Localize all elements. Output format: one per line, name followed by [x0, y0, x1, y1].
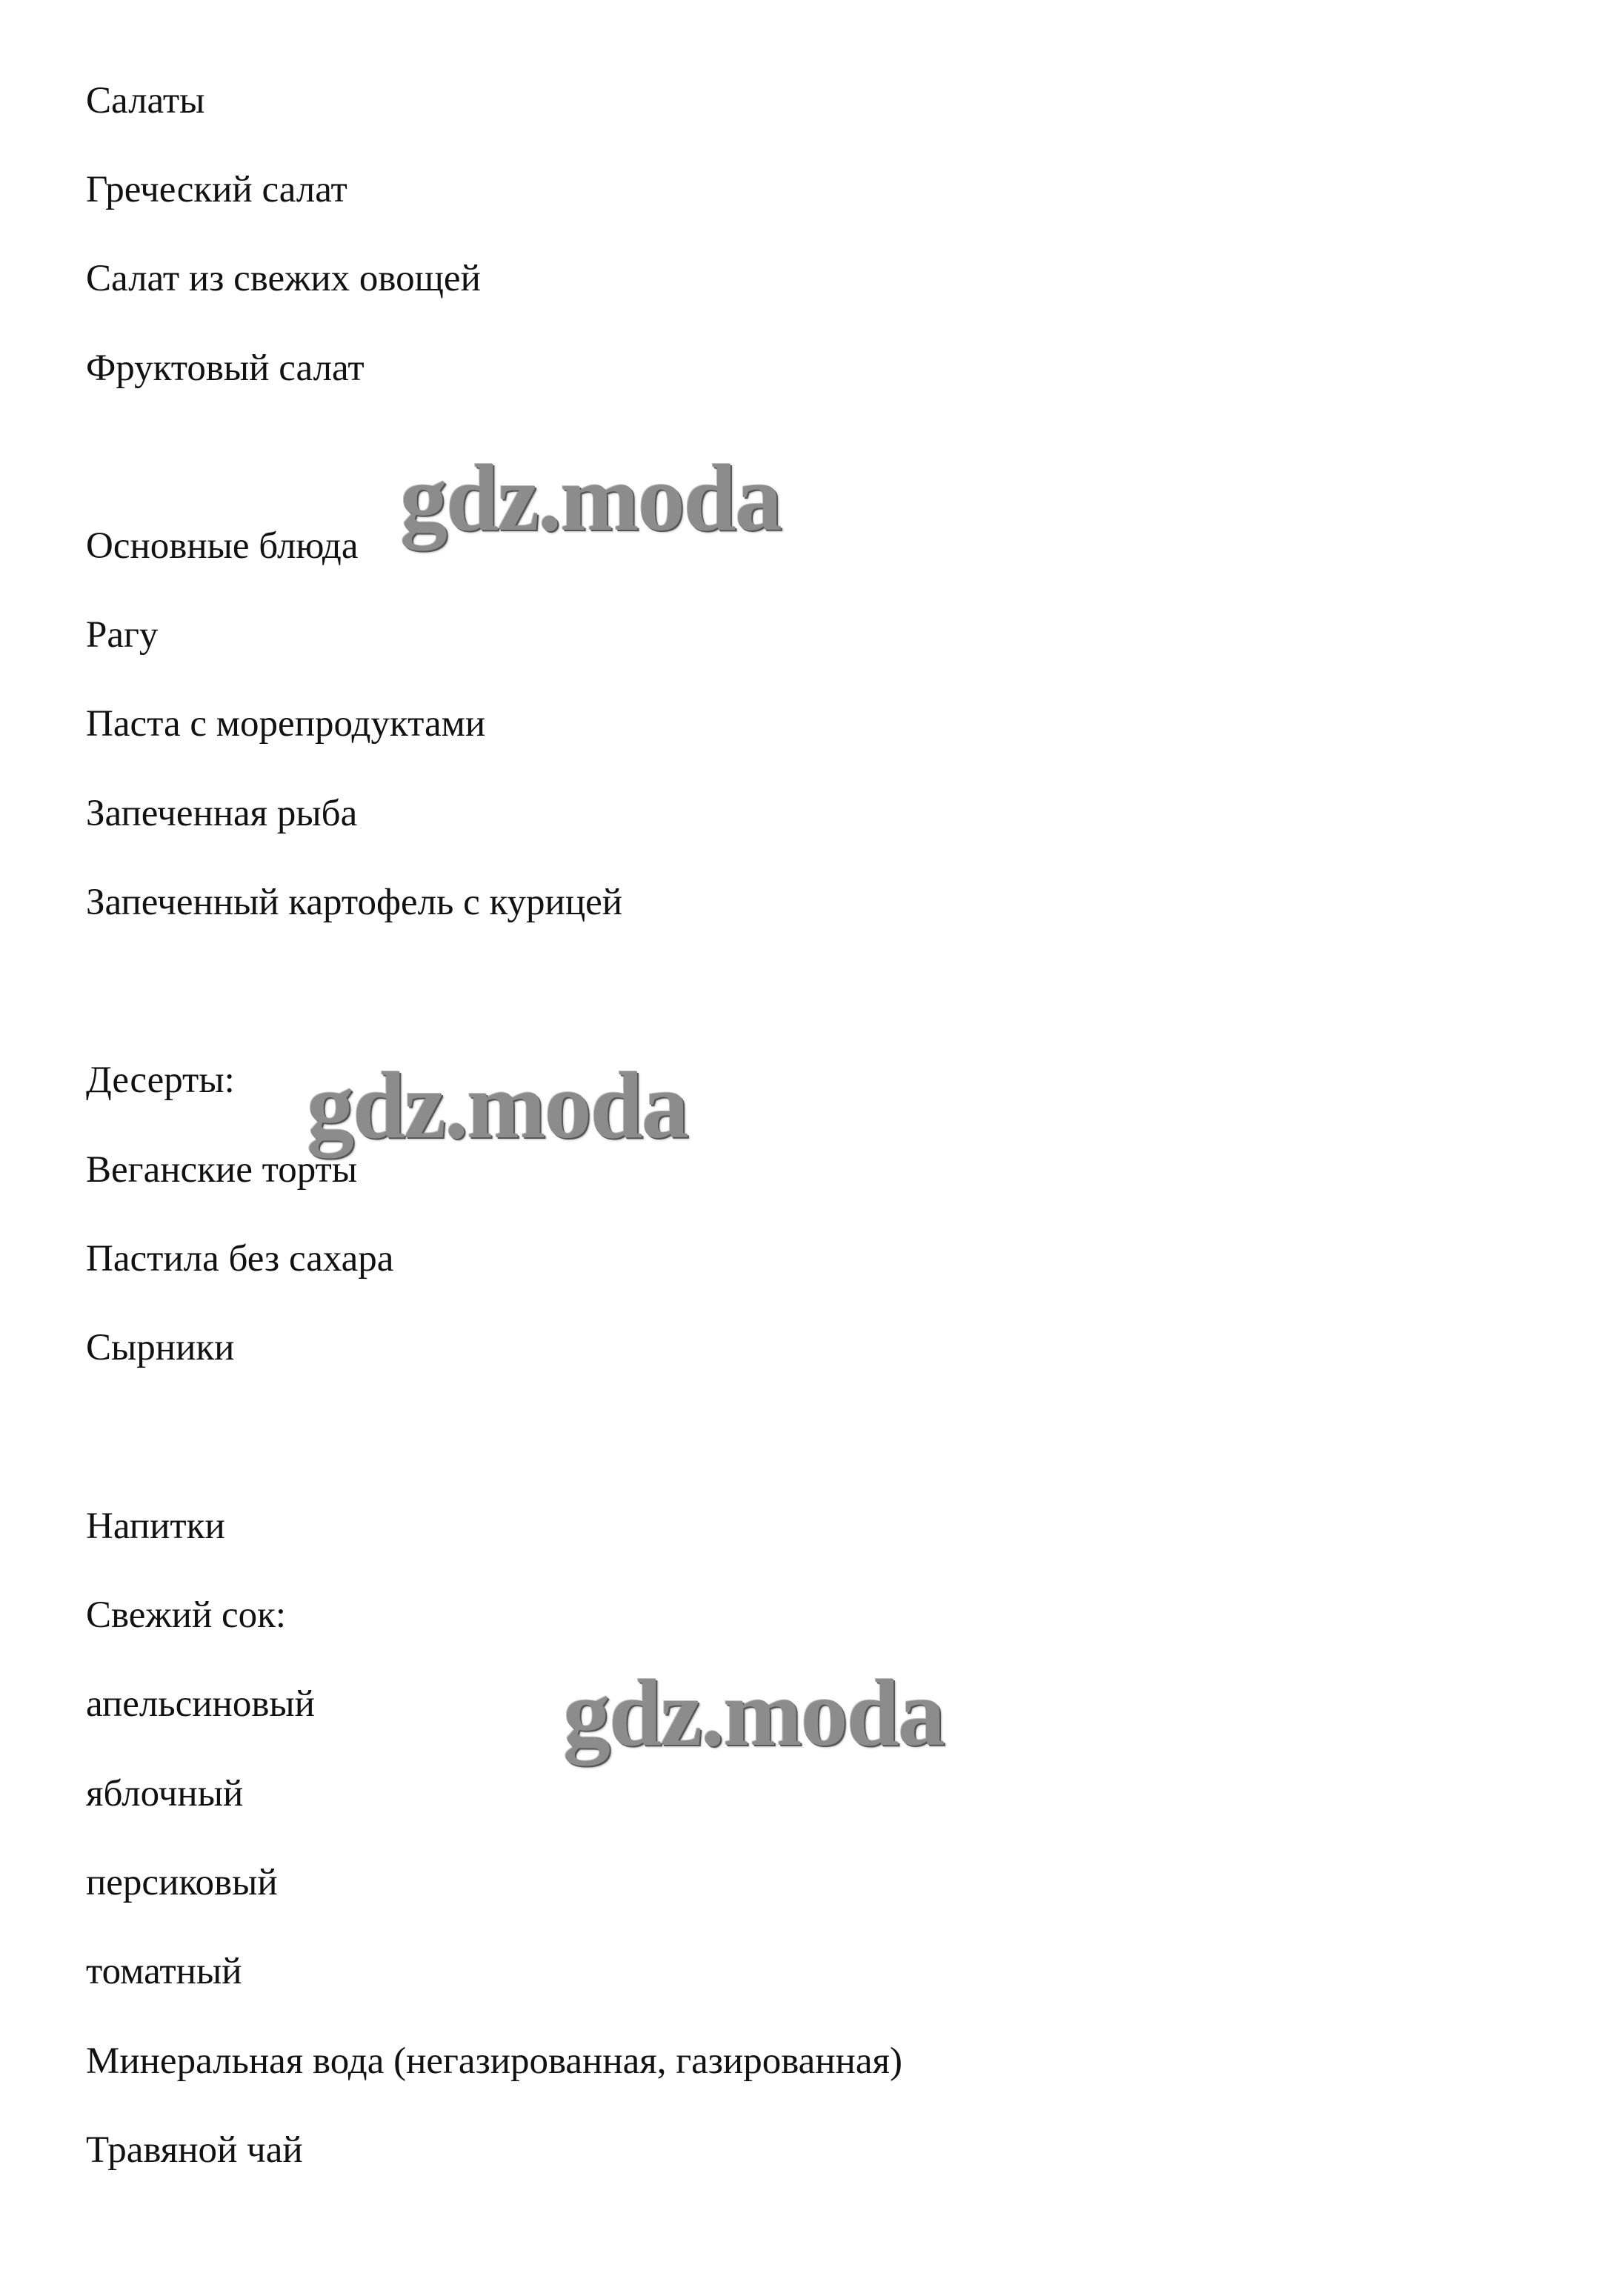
menu-item: томатный [86, 1951, 242, 1992]
menu-item: Паста с морепродуктами [86, 703, 486, 745]
section-heading-main-dishes: Основные блюда [86, 525, 359, 567]
menu-item: Веганские торты [86, 1149, 358, 1191]
menu-item: Фруктовый салат [86, 347, 365, 389]
menu-item: Греческий салат [86, 169, 347, 210]
watermark-logo: gdz.moda [400, 445, 781, 550]
watermark-logo: gdz.moda [563, 1660, 944, 1766]
menu-item: Рагу [86, 614, 159, 656]
menu-item: апельсиновый [86, 1683, 315, 1725]
menu-item: яблочный [86, 1773, 244, 1814]
menu-item: Свежий сок: [86, 1594, 287, 1636]
section-heading-drinks: Напитки [86, 1506, 225, 1547]
section-heading-salads: Салаты [86, 80, 205, 122]
watermark-logo: gdz.moda [307, 1053, 688, 1158]
menu-item: Травяной чай [86, 2129, 303, 2171]
menu-item: Минеральная вода (негазированная, газированная) [86, 2040, 902, 2082]
menu-item: Салат из свежих овощей [86, 258, 481, 299]
menu-item: персиковый [86, 1862, 278, 1903]
menu-item: Запеченный картофель с курицей [86, 882, 623, 923]
section-heading-desserts: Десерты: [86, 1059, 235, 1101]
menu-item: Запеченная рыба [86, 793, 358, 834]
menu-item: Пастила без сахара [86, 1238, 394, 1280]
menu-item: Сырники [86, 1327, 235, 1368]
